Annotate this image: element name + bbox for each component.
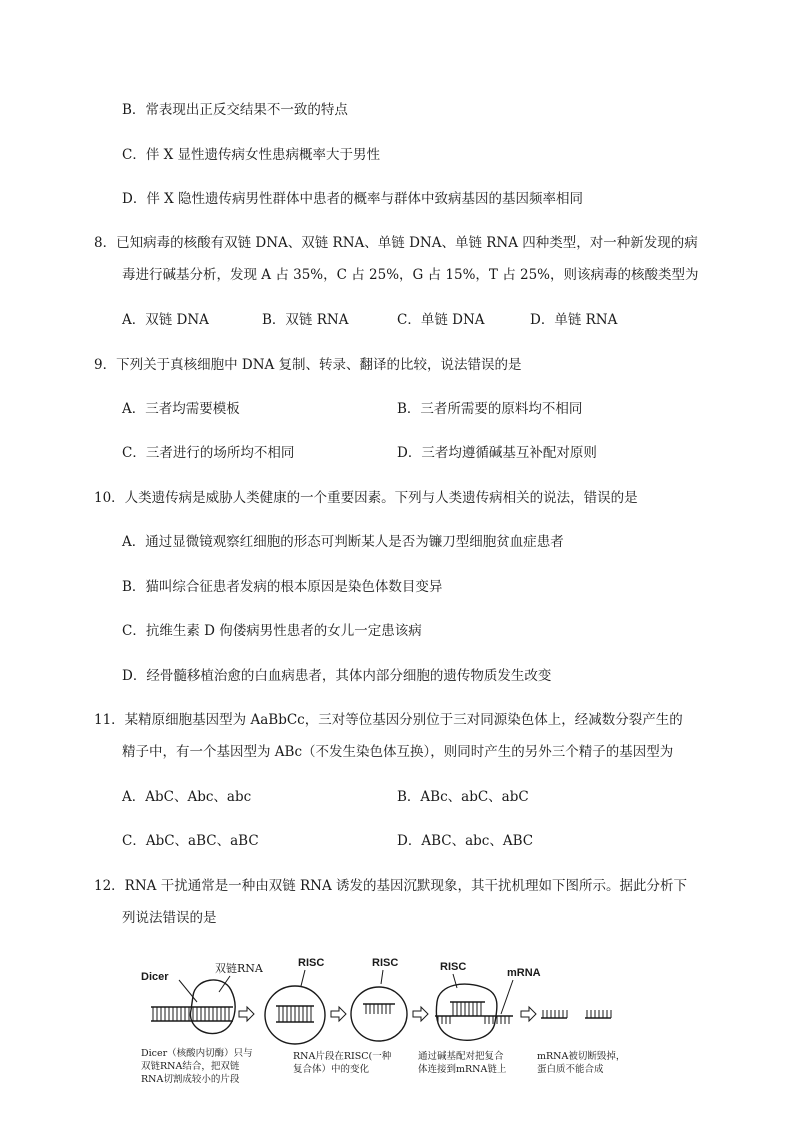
- caption-risc-change-line1: RNA片段在RISC(一种: [293, 1051, 392, 1062]
- q9-option-c: C．三者进行的场所均不相同: [122, 445, 295, 461]
- arrow-icon: [521, 1007, 536, 1021]
- arrow-icon: [413, 1007, 428, 1021]
- q7-option-d: D．伴 X 隐性遗传病男性群体中患者的概率与群体中致病基因的基因频率相同: [122, 191, 584, 207]
- dsrna-pointer: [219, 976, 230, 992]
- q7-option-b: B．常表现出正反交结果不一致的特点: [122, 102, 348, 118]
- rna-interference-figure: [135, 950, 655, 1100]
- q8-option-d: D．单链 RNA: [530, 312, 618, 328]
- caption-dicer-line2: 双链RNA结合，把双链: [141, 1061, 240, 1072]
- risc-label-1: RISC: [298, 957, 325, 969]
- rna-fragment-single: [363, 1004, 395, 1014]
- caption-binding-line2: 体连接到mRNA链上: [418, 1064, 507, 1075]
- q10-option-d: D．经骨髓移植治愈的白血病患者，其体内部分细胞的遗传物质发生改变: [122, 668, 552, 684]
- risc-pointer-2: [381, 970, 383, 984]
- caption-dicer-line1: Dicer（核酸内切酶）只与: [141, 1048, 253, 1059]
- q10-option-b: B．猫叫综合征患者发病的根本原因是染色体数目变异: [122, 579, 443, 595]
- q8-option-c: C．单链 DNA: [397, 312, 485, 328]
- q9-option-a: A．三者均需要模板: [122, 401, 240, 417]
- caption-risc-change-line2: 复合体）中的变化: [293, 1064, 370, 1075]
- q11-stem-line2: 精子中，有一个基因型为 ABc（不发生染色体互换），则同时产生的另外三个精子的基因型为: [122, 744, 674, 760]
- mrna-pointer: [501, 980, 513, 1014]
- q10-option-c: C．抗维生素 D 佝偻病男性患者的女儿一定患该病: [122, 623, 422, 639]
- q8-stem-line2: 毒进行碱基分析，发现 A 占 35%，C 占 25%，G 占 15%，T 占 25%，则该病毒的核酸类型为: [122, 267, 699, 283]
- q12-stem-line1: 12．RNA 干扰通常是一种由双链 RNA 诱发的基因沉默现象，其干扰机理如下图所示。据此分析下: [94, 878, 688, 894]
- q11-option-c: C．AbC、aBC、aBC: [122, 833, 259, 849]
- risc-label-3: RISC: [440, 961, 467, 973]
- dicer-label: Dicer: [141, 971, 169, 983]
- caption-cleavage-line1: mRNA被切断毁掉，: [537, 1051, 626, 1062]
- q8-stem-line1: 8．已知病毒的核酸有双链 DNA、双链 RNA、单链 DNA、单链 RNA 四种类型，对一种新发现的病: [94, 235, 698, 251]
- cleaved-mrna-fragments: [541, 1010, 611, 1018]
- risc-complex-2: [351, 987, 407, 1041]
- q11-option-b: B．ABc、abC、abC: [397, 789, 529, 805]
- risc-label-2: RISC: [372, 957, 399, 969]
- arrow-icon: [239, 1007, 254, 1021]
- q10-option-a: A．通过显微镜观察红细胞的形态可判断某人是否为镰刀型细胞贫血症患者: [122, 534, 564, 550]
- q9-option-b: B．三者所需要的原料均不相同: [397, 401, 583, 417]
- q7-option-c: C．伴 X 显性遗传病女性患病概率大于男性: [122, 147, 381, 163]
- caption-binding-line1: 通过碱基配对把复合: [418, 1051, 504, 1062]
- caption-cleavage-line2: 蛋白质不能合成: [537, 1064, 604, 1075]
- q8-option-b: B．双链 RNA: [262, 312, 349, 328]
- risc-complex-3: [436, 984, 497, 1040]
- q10-stem: 10．人类遗传病是威胁人类健康的一个重要因素。下列与人类遗传病相关的说法，错误的是: [94, 490, 638, 506]
- rna-fragment-double: [276, 1006, 314, 1022]
- q9-option-d: D．三者均遵循碱基互补配对原则: [397, 445, 597, 461]
- arrow-icon: [331, 1007, 346, 1021]
- q11-option-a: A．AbC、Abc、abc: [122, 789, 252, 805]
- q11-option-d: D．ABC、abc、ABC: [397, 833, 534, 849]
- caption-dicer-line3: RNA切割成较小的片段: [141, 1074, 240, 1085]
- dsrna-strand: [151, 1007, 233, 1021]
- rna-interference-diagram: [135, 950, 655, 1100]
- q8-option-a: A．双链 DNA: [122, 312, 209, 328]
- risc-pointer-1: [301, 970, 305, 986]
- q11-stem-line1: 11．某精原细胞基因型为 AaBbCc，三对等位基因分别位于三对同源染色体上，经减数分裂产生的: [94, 712, 683, 728]
- q12-stem-line2: 列说法错误的是: [122, 910, 217, 926]
- dsrna-label: 双链RNA: [215, 962, 263, 975]
- q9-stem: 9．下列关于真核细胞中 DNA 复制、转录、翻译的比较，说法错误的是: [94, 357, 522, 373]
- mrna-label: mRNA: [507, 967, 541, 979]
